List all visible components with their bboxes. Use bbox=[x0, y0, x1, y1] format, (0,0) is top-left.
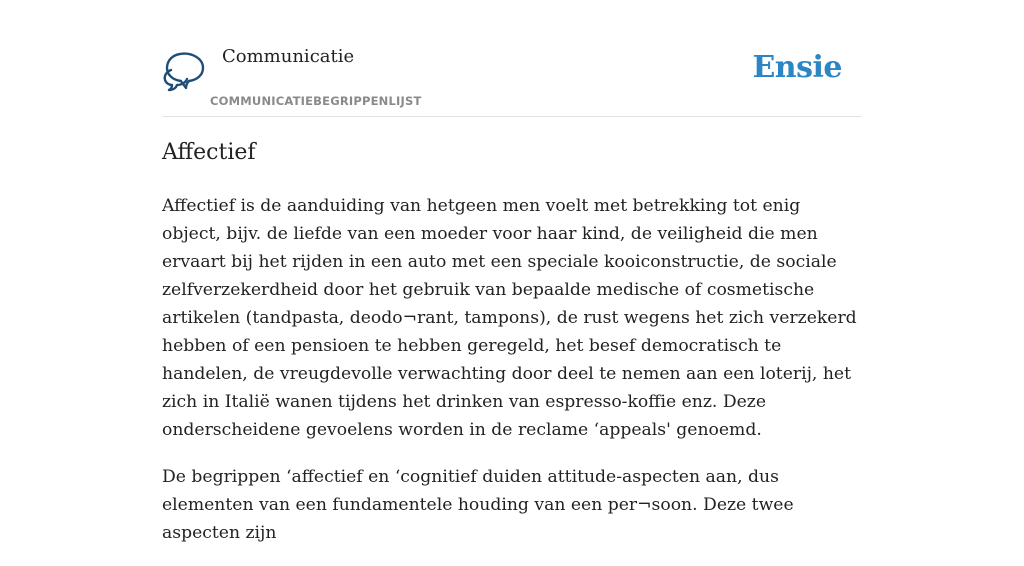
article-body bbox=[162, 192, 864, 566]
site-subtitle[interactable]: COMMUNICATIEBEGRIPPENLIJST bbox=[210, 94, 422, 108]
article-title: Affectief bbox=[162, 140, 256, 165]
article-paragraph: De begrippen ‘affectief en ‘cognitief duiden attitude-aspecten aan, dus elementen van een fundamentele houding van een per¬soon. Deze twee aspecten zijn bbox=[162, 467, 794, 543]
brand-logo[interactable]: Ensie bbox=[752, 50, 842, 85]
content-column bbox=[162, 0, 862, 543]
site-title[interactable]: Communicatie bbox=[222, 46, 355, 67]
article-paragraph: Affectief is de aanduiding van hetgeen men voelt met betrekking tot enig object, bijv. de liefde van een moeder voor haar kind, de veiligheid die men ervaart bij het rijden in een auto met een speciale kooiconstructie, de sociale zelfverzekerdheid door het gebruik van bepaalde medische of cosmetische artikelen (tandpasta, deodo¬rant, tampons), de rust wegens het zich verzekerd hebben of een pensioen te hebben geregeld, het besef democratisch te handelen, de vreugdevolle verwachting door deel te nemen aan een loterij, het zich in Italië wanen tijdens het drinken van espresso-koffie enz. Deze onderscheidene gevoelens worden in de reclame ‘appeals' genoemd. bbox=[162, 196, 857, 440]
speech-bubbles-icon[interactable] bbox=[164, 50, 208, 92]
site-header bbox=[162, 0, 862, 117]
